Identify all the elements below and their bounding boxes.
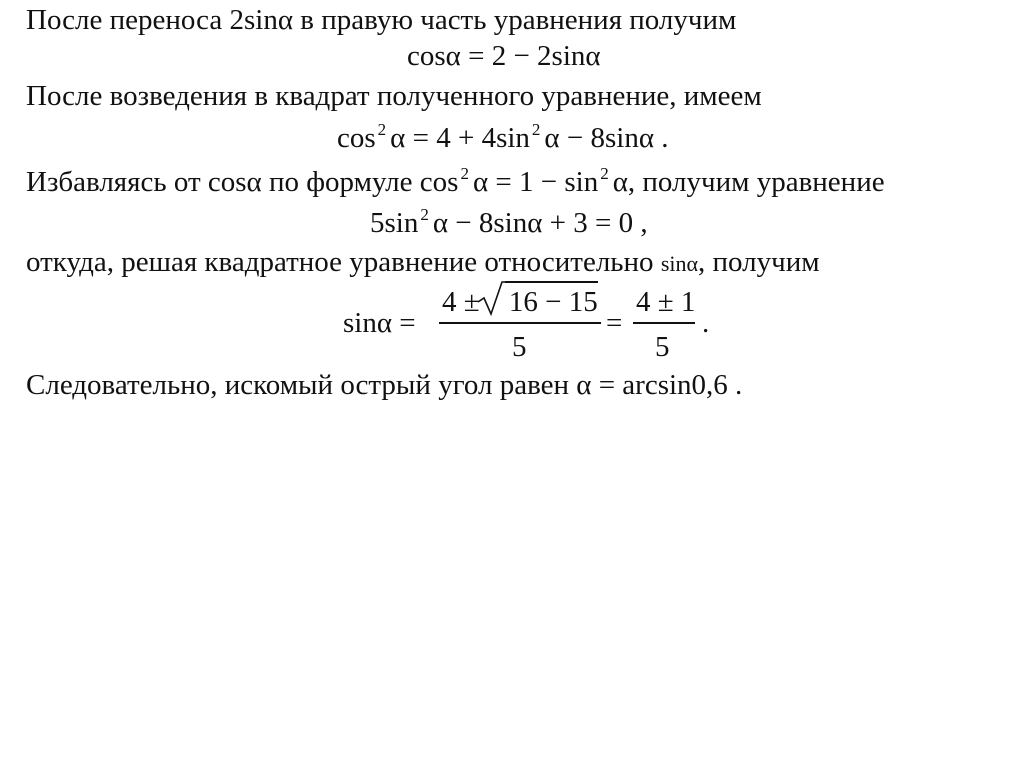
equation-4-denominator-2: 5: [655, 331, 670, 363]
line-3-math-2-sup: 2: [460, 164, 469, 183]
equation-3-part-b: α − 8sinα + 3 = 0 ,: [432, 207, 648, 239]
line-3-math-2-sup-2: 2: [600, 164, 609, 183]
line-3-text-c: , получим уравнение: [627, 166, 885, 198]
equation-3-sup: 2: [420, 205, 429, 224]
equation-4-numerator-1: [442, 286, 598, 318]
line-3-math-1: cosα: [207, 166, 262, 198]
line-5-math: α = arcsin0,6 .: [576, 369, 743, 401]
equation-4-lhs: sinα =: [343, 307, 416, 339]
equation-2: [337, 122, 669, 158]
square-root-bar: [505, 281, 598, 283]
equation-3-part-a: 5sin: [370, 207, 419, 239]
equation-2-part-b: α = 4 + 4sin: [390, 122, 530, 154]
equation-2-part-c: α − 8sinα .: [544, 122, 669, 154]
line-4-text-b: , получим: [698, 246, 820, 278]
line-4-text-a: откуда, решая квадратное уравнение относительно: [26, 246, 654, 278]
line-3-math-2: [420, 166, 628, 198]
equation-4-radicand: 16 − 15: [508, 286, 598, 318]
line-2: [26, 80, 762, 112]
line-3-math-2-c: α: [612, 166, 628, 198]
equation-3: [370, 207, 648, 243]
line-1-math: 2sinα: [229, 4, 294, 36]
fraction-bar-2: [633, 322, 695, 324]
equation-2-sup-2: 2: [531, 120, 541, 139]
equation-4-denominator-1: 5: [512, 331, 527, 363]
line-1-text-b: в правую часть уравнения получим: [300, 4, 737, 36]
equation-4-numerator-2: 4 ± 1: [636, 286, 696, 318]
equation-1: [407, 40, 601, 72]
equation-4-equals: =: [606, 307, 623, 339]
line-3-text-a: Избавляясь от: [26, 166, 201, 198]
line-2-text: После возведения в квадрат полученного уравнение, имеем: [26, 80, 762, 112]
line-3-math-2-a: cos: [419, 166, 459, 198]
fraction-bar-1: [439, 322, 601, 324]
equation-2-part-a: cos: [337, 122, 376, 154]
square-root-sign: [476, 280, 506, 316]
line-1-text-a: После переноса: [26, 4, 223, 36]
line-4: [26, 246, 820, 280]
line-1: [26, 4, 736, 36]
line-4-math: sinα: [660, 251, 699, 276]
equation-4-numerator-1-a: 4 ±: [442, 286, 480, 318]
equation-2-sup-1: 2: [377, 120, 387, 139]
equation-4-dot: .: [702, 307, 710, 339]
line-3-text-b: по формуле: [268, 166, 413, 198]
equation-1-text: cosα = 2 − 2sinα: [407, 40, 601, 72]
line-3: [26, 166, 885, 202]
line-3-math-2-b: α = 1 − sin: [472, 166, 599, 198]
line-5-text: Следовательно, искомый острый угол равен: [26, 369, 569, 401]
line-5: [26, 369, 742, 401]
